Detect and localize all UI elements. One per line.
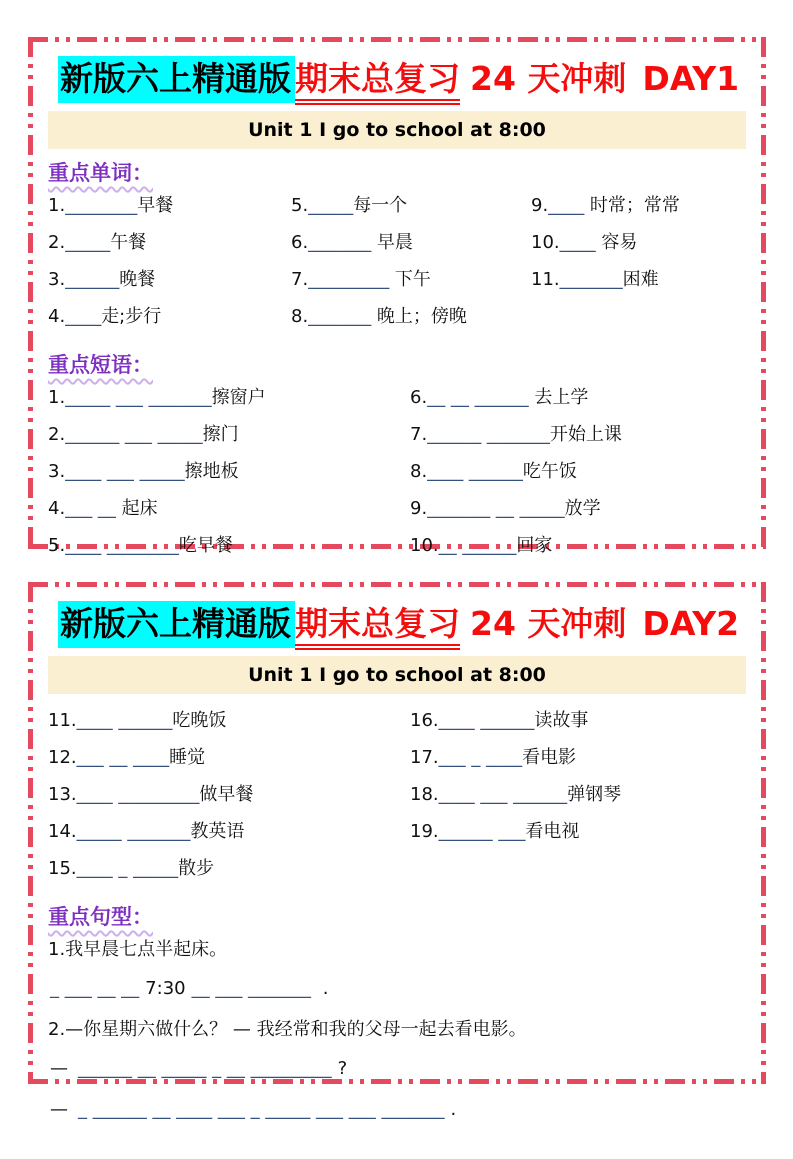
card2-title: [58, 600, 746, 648]
item-label: 教英语: [190, 821, 245, 842]
item-number: 4.: [48, 306, 66, 327]
item-label: 下午: [389, 269, 431, 290]
item-number: 5.: [291, 195, 309, 216]
word-item: [48, 267, 291, 292]
item-label: 做早餐: [199, 784, 254, 805]
fill-blank: _____: [308, 195, 354, 216]
fill-blank: ______ __ _____ _ __ _________: [78, 1058, 332, 1079]
words-column-1: [48, 193, 291, 341]
fill-blank: _______: [308, 232, 372, 253]
worksheet-page: [0, 37, 793, 1159]
item-number: 6.: [291, 232, 309, 253]
item-number: 1.: [48, 195, 66, 216]
fill-blank: ____ _________: [76, 784, 200, 805]
section-heading-sentences: 重点句型：: [48, 905, 153, 929]
section-heading-phrases: 重点短语：: [48, 353, 153, 377]
words-grid: [48, 193, 746, 341]
item-label: 吃午饭: [522, 461, 577, 482]
phrases-column-1: [48, 385, 410, 570]
item-number: 8.: [410, 461, 428, 482]
punctuation: .: [317, 978, 329, 999]
title-highlight: 新版六上精通版: [58, 601, 295, 648]
phrase-item: [48, 745, 410, 770]
item-label: 开始上课: [549, 424, 622, 445]
item-label: 看电影: [522, 747, 577, 768]
item-number: 12.: [48, 747, 77, 768]
item-label: 看电视: [525, 821, 580, 842]
fill-blank: ________: [65, 195, 138, 216]
phrase-item: [410, 708, 746, 733]
word-item: [291, 193, 531, 218]
item-number: 3.: [48, 461, 66, 482]
words-heading-row: [48, 153, 746, 193]
item-number: 2.: [48, 232, 66, 253]
dialogue-dash: —: [50, 1058, 68, 1079]
section-heading-words: 重点单词：: [48, 161, 153, 185]
item-label: 午餐: [110, 232, 147, 253]
sentence-1: 1.我早晨七点半起床。: [48, 939, 228, 960]
phrase-item: [48, 422, 410, 447]
fill-blank: ___ __: [65, 498, 116, 519]
phrases-column-2: [410, 708, 746, 893]
fill-blank: ____ _ _____: [76, 858, 179, 879]
phrases-heading-row: [48, 345, 746, 385]
phrase-item: [48, 496, 410, 521]
time-value: 7:30: [145, 978, 186, 999]
phrases-column-2: [410, 385, 746, 570]
word-item: [48, 193, 291, 218]
fill-blank: ____ ______: [76, 710, 173, 731]
fill-blank: ____ ___ _____: [65, 461, 185, 482]
phrase-item: [48, 856, 410, 881]
fill-blank: _____: [65, 232, 111, 253]
unit-banner: Unit 1 I go to school at 8:00: [48, 111, 746, 149]
dialogue-dash: —: [50, 1099, 68, 1120]
phrase-item: [410, 459, 746, 484]
item-label: 吃晚饭: [172, 710, 227, 731]
item-number: 19.: [410, 821, 439, 842]
item-number: 10.: [531, 232, 560, 253]
unit-banner: Unit 1 I go to school at 8:00: [48, 656, 746, 694]
word-item: [531, 230, 746, 255]
phrase-item: [410, 745, 746, 770]
phrase-item: [48, 533, 410, 558]
item-label: 读故事: [534, 710, 589, 731]
worksheet-card-day2: [28, 582, 766, 1120]
phrase-item: [410, 782, 746, 807]
fill-blank: ______: [65, 269, 120, 290]
title-rest: 24 天冲刺: [470, 604, 627, 643]
phrases-grid-day2: [48, 708, 746, 893]
title-highlight: 新版六上精通版: [58, 56, 295, 103]
word-item: [291, 304, 531, 329]
sentences-heading-row: [48, 897, 746, 937]
fill-blank: __ ______: [438, 535, 517, 556]
title-day: DAY1: [642, 59, 740, 98]
words-column-3: [531, 193, 746, 341]
item-number: 9.: [410, 498, 428, 519]
fill-blank: _______: [559, 269, 623, 290]
item-number: 7.: [291, 269, 309, 290]
phrase-item: [48, 708, 410, 733]
title-day: DAY2: [642, 604, 740, 643]
word-item: [48, 230, 291, 255]
fill-blank: ____: [65, 306, 102, 327]
fill-blank: ____ ______: [427, 461, 523, 482]
phrase-item: [410, 819, 746, 844]
item-label: 睡觉: [169, 747, 206, 768]
phrase-item: [410, 422, 746, 447]
item-label: 每一个: [353, 195, 408, 216]
fill-blank: ______ ___: [438, 821, 526, 842]
fill-blank: ____ ________: [65, 535, 179, 556]
item-number: 11.: [48, 710, 77, 731]
fill-blank: ______ _______: [427, 424, 550, 445]
item-number: 8.: [291, 306, 309, 327]
item-number: 7.: [410, 424, 428, 445]
sentence-2-question-line: [50, 1056, 746, 1081]
item-number: 2.: [48, 424, 66, 445]
item-label: 擦窗户: [211, 387, 266, 408]
item-label: 晚餐: [119, 269, 156, 290]
item-number: 16.: [410, 710, 439, 731]
sentence-2-answer-line: [50, 1097, 746, 1122]
item-number: 3.: [48, 269, 66, 290]
item-label: 时常；常常: [584, 195, 680, 216]
item-label: 困难: [622, 269, 659, 290]
card1-title: [58, 55, 746, 103]
word-item: [291, 230, 531, 255]
word-item: [531, 193, 746, 218]
fill-blank: _ ___ __ __: [50, 978, 140, 999]
phrase-item: [48, 819, 410, 844]
word-item: [48, 304, 291, 329]
fill-blank: _____ _______: [76, 821, 191, 842]
item-number: 15.: [48, 858, 77, 879]
item-label: 晚上；傍晚: [371, 306, 467, 327]
item-label: 放学: [564, 498, 601, 519]
word-item: [291, 267, 531, 292]
item-number: 6.: [410, 387, 428, 408]
item-label: 早晨: [371, 232, 413, 253]
item-number: 4.: [48, 498, 66, 519]
worksheet-card-day1: [28, 37, 766, 556]
item-number: 13.: [48, 784, 77, 805]
fill-blank: ______ ___ _____: [65, 424, 203, 445]
item-label: 擦地板: [184, 461, 239, 482]
item-number: 14.: [48, 821, 77, 842]
title-underlined: 期末总复习: [295, 604, 460, 650]
phrase-item: [410, 496, 746, 521]
punctuation: .: [450, 1099, 457, 1120]
fill-blank: ____: [548, 195, 585, 216]
title-underlined: 期末总复习: [295, 59, 460, 105]
fill-blank: _________: [308, 269, 390, 290]
phrases-column-1: [48, 708, 410, 893]
item-number: 11.: [531, 269, 560, 290]
phrase-item: [410, 533, 746, 558]
item-label: 起床: [115, 498, 158, 519]
punctuation: ?: [337, 1058, 348, 1079]
phrase-item: [410, 385, 746, 410]
item-label: 散步: [178, 858, 215, 879]
item-label: 去上学: [528, 387, 589, 408]
fill-blank: __ ___ _______: [191, 978, 312, 999]
item-number: 18.: [410, 784, 439, 805]
fill-blank: ____ ___ ______: [438, 784, 568, 805]
item-label: 吃早餐: [178, 535, 233, 556]
item-number: 1.: [48, 387, 66, 408]
phrase-item: [48, 385, 410, 410]
phrase-item: [48, 782, 410, 807]
word-item: [531, 267, 746, 292]
item-number: 10.: [410, 535, 439, 556]
fill-blank: _ ______ __ ____ ___ _ _____ ___ ___ _______: [78, 1099, 445, 1120]
title-rest: 24 天冲刺: [470, 59, 627, 98]
item-number: 9.: [531, 195, 549, 216]
phrase-item: [48, 459, 410, 484]
item-label: 走;步行: [101, 306, 162, 327]
item-label: 弹钢琴: [567, 784, 622, 805]
fill-blank: ____ ______: [438, 710, 535, 731]
sentence-1-fill-line: [50, 976, 746, 1001]
item-number: 5.: [48, 535, 66, 556]
item-label: 早餐: [137, 195, 174, 216]
item-label: 回家: [516, 535, 553, 556]
fill-blank: ___ __ ____: [76, 747, 170, 768]
fill-blank: ____: [559, 232, 596, 253]
words-column-2: [291, 193, 531, 341]
sentence-2: 2.—你星期六做什么？ — 我经常和我的父母一起去看电影。: [48, 1019, 527, 1040]
fill-blank: _______: [308, 306, 372, 327]
fill-blank: ___ _ ____: [438, 747, 523, 768]
fill-blank: _____ ___ _______: [65, 387, 212, 408]
fill-blank: __ __ ______: [427, 387, 529, 408]
item-label: 擦门: [202, 424, 239, 445]
item-number: 17.: [410, 747, 439, 768]
phrases-grid: [48, 385, 746, 570]
fill-blank: _______ __ _____: [427, 498, 565, 519]
item-label: 容易: [595, 232, 638, 253]
